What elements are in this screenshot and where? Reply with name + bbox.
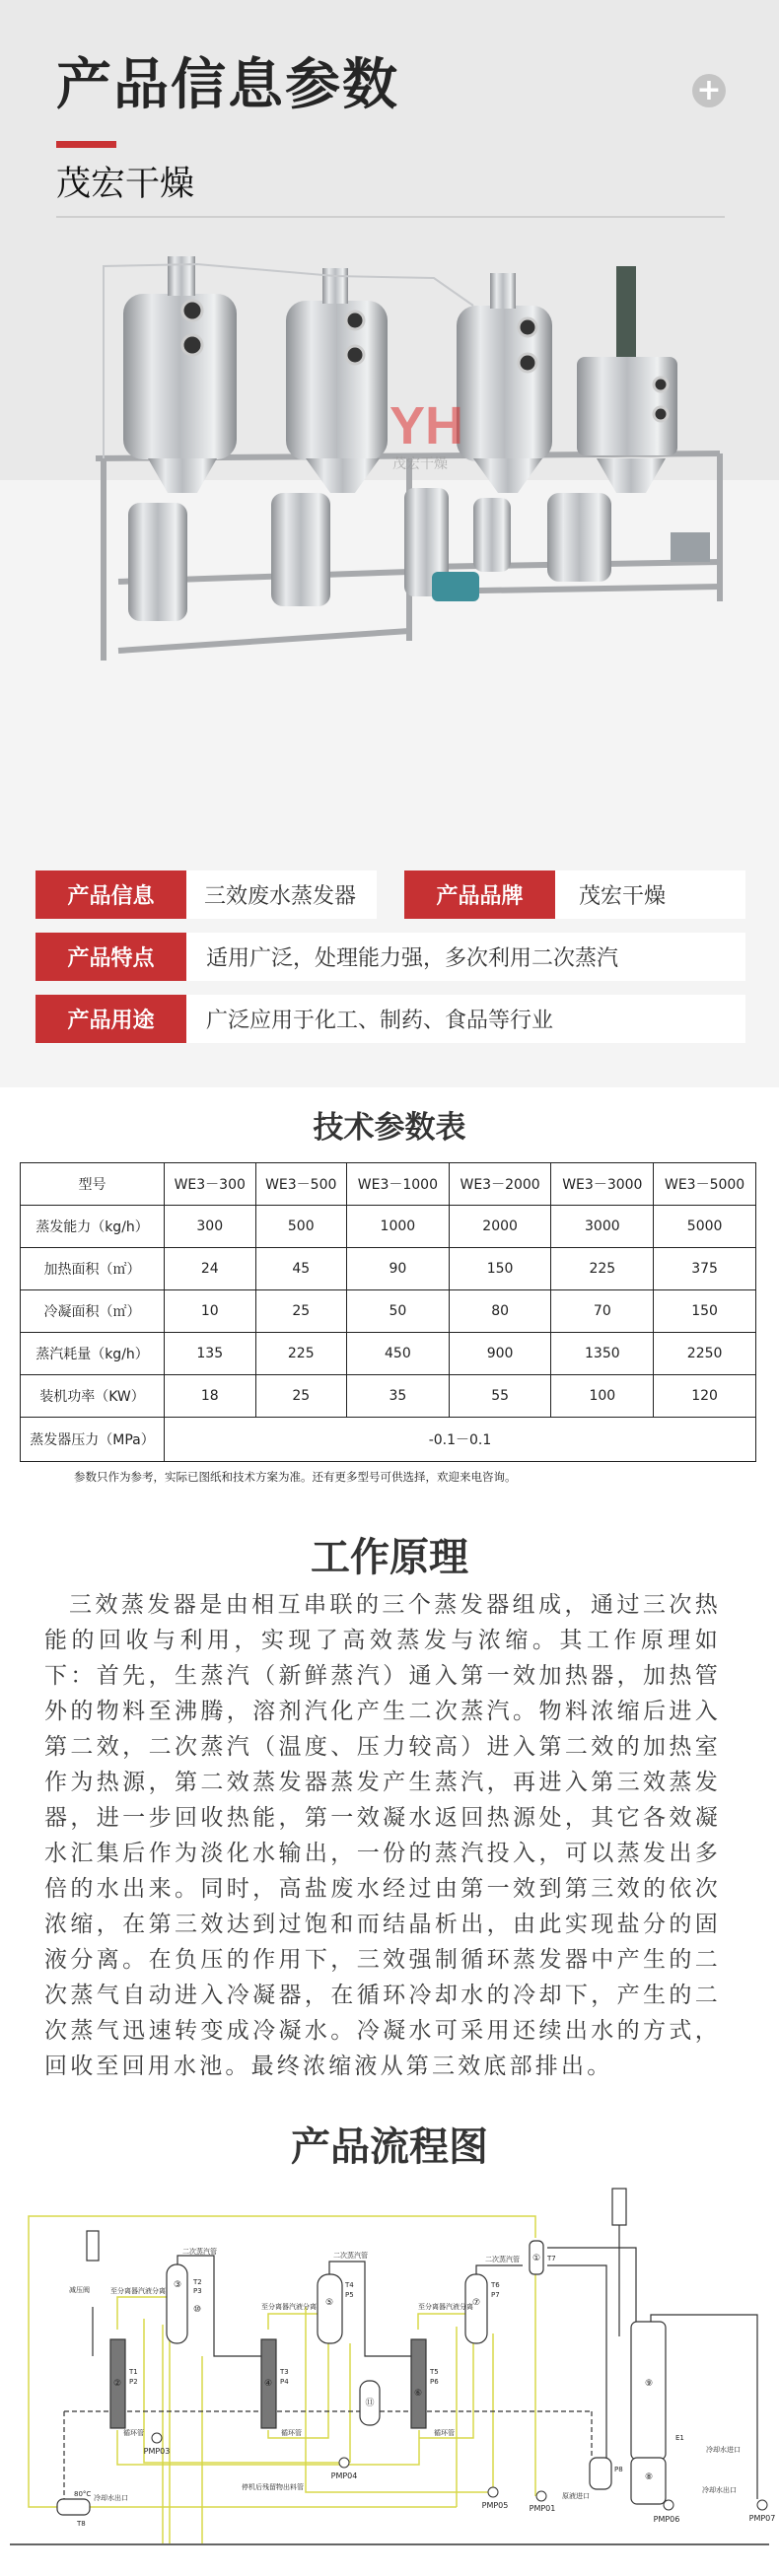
- pump-label: PMP05: [481, 2501, 509, 2510]
- pump-icon: [664, 2500, 673, 2510]
- pump-icon: [536, 2491, 546, 2501]
- table-row: [21, 1206, 756, 1248]
- table-cell: 80: [449, 1290, 551, 1333]
- table-cell: 1000: [347, 1206, 450, 1248]
- label: 循环管: [123, 2429, 144, 2437]
- product-photo: [39, 246, 740, 670]
- vessel-label: ⑧: [644, 2472, 654, 2482]
- table-cell: 24: [165, 1248, 256, 1290]
- table-cell: 装机功率（KW）: [21, 1375, 165, 1418]
- tag: P4: [280, 2378, 289, 2386]
- vessel-label: ⑨: [644, 2379, 654, 2389]
- tag: T1: [129, 2368, 138, 2376]
- tag: P7: [491, 2291, 500, 2299]
- info-label: 产品特点: [35, 933, 186, 981]
- table-cell: 225: [255, 1333, 347, 1375]
- table-cell: 5000: [654, 1206, 756, 1248]
- label: 至分离器汽液分离: [261, 2303, 317, 2311]
- pump-label: PMP06: [653, 2515, 680, 2524]
- spec-title: 技术参数表: [313, 1110, 466, 1146]
- tank-11b: [590, 2458, 611, 2489]
- tag: P8: [614, 2466, 623, 2473]
- vessel-label: ①: [531, 2254, 541, 2263]
- table-cell: WE3－1000: [347, 1163, 450, 1206]
- tag: T2: [193, 2278, 202, 2286]
- label: 减压阀: [69, 2286, 90, 2294]
- tag: T4: [345, 2281, 354, 2289]
- pump-label: PMP03: [143, 2447, 171, 2456]
- brand-subtitle: 茂宏干燥: [56, 165, 195, 204]
- tag: P3: [193, 2287, 202, 2295]
- table-cell: 1350: [551, 1333, 654, 1375]
- pump-labels: [144, 2447, 776, 2524]
- pump-label: PMP04: [330, 2472, 358, 2480]
- table-cell: 225: [551, 1248, 654, 1290]
- vessel-label: ⑪: [365, 2399, 375, 2408]
- watermark-text: 茂宏干燥: [392, 456, 448, 472]
- vessel-label: ⑥: [413, 2389, 423, 2399]
- vessel-label: ④: [263, 2379, 273, 2389]
- pump-icon: [488, 2487, 498, 2497]
- label: 80°C: [74, 2490, 92, 2498]
- vessel-label: ③: [173, 2280, 182, 2290]
- table-cell: 375: [654, 1248, 756, 1290]
- table-cell: WE3－3000: [551, 1163, 654, 1206]
- table-cell: 2250: [654, 1333, 756, 1375]
- table-cell: WE3－300: [165, 1163, 256, 1206]
- info-row-usage: [35, 995, 745, 1043]
- vessel-label: ⑦: [471, 2298, 481, 2308]
- principle-text: 三效蒸发器是由相互串联的三个蒸发器组成，通过三次热能的回收与利用，实现了高效蒸发与浓缩。其工作原理如下：首先，生蒸汽（新鲜蒸汽）通入第一效加热器，加热管外的物料至沸腾，溶剂汽化产生二次蒸汽。物料浓缩后进入第二效，二次蒸汽（温度、压力较高）进入第二效的加热室作为热源，第二效蒸发器蒸发产生蒸汽，再进入第三效蒸发器，进一步回收热能，第一效凝水返回热源处，其它各效凝水汇集后作为淡化水输出，一份的蒸汽投入，可以蒸发出多倍的水出来。同时，高盐废水经过由第一效到第三效的依次浓缩，在第三效达到过饱和而结晶析出，由此实现盐分的固液分离。在负压的作用下，三效强制循环蒸发器中产生的二次蒸气自动进入冷凝器，在循环冷却水的冷却下，产生的二次蒸气迅速转变成冷凝水。冷凝水可采用还续出水的方式，回收至回用水池。最终浓缩液从第三效底部排出。: [44, 1592, 721, 2079]
- cooler: [57, 2499, 90, 2515]
- table-cell: 100: [551, 1375, 654, 1418]
- table-cell: 冷凝面积（㎡）: [21, 1290, 165, 1333]
- pump-label: PMP01: [529, 2504, 556, 2513]
- label: 二次蒸汽管: [333, 2252, 368, 2260]
- vessel-label: ②: [112, 2379, 122, 2389]
- tag: T5: [430, 2368, 439, 2376]
- table-cell: 18: [165, 1375, 256, 1418]
- label: 至分离器汽液分离: [110, 2287, 166, 2295]
- info-value: 适用广泛，处理能力强，多次利用二次蒸汽: [186, 933, 745, 981]
- table-cell: WE3－500: [255, 1163, 347, 1206]
- plus-circle-icon[interactable]: +: [692, 74, 726, 107]
- info-row-brand: [404, 870, 745, 919]
- pump-icon: [152, 2433, 162, 2443]
- table-cell: WE3－5000: [654, 1163, 756, 1206]
- table-cell: 150: [654, 1290, 756, 1333]
- pump-icon: [339, 2458, 349, 2468]
- table-cell: -0.1－0.1: [165, 1418, 756, 1462]
- tag: P5: [345, 2291, 354, 2299]
- spec-table: [20, 1162, 756, 1462]
- table-row: [21, 1375, 756, 1418]
- label: 循环管: [434, 2429, 455, 2437]
- table-cell: 35: [347, 1375, 450, 1418]
- label: 至分离器汽液分离: [418, 2303, 473, 2311]
- table-cell: 25: [255, 1290, 347, 1333]
- label: 停机后残留物出料管: [242, 2483, 304, 2491]
- table-cell: 150: [449, 1248, 551, 1290]
- vessels: [57, 2189, 666, 2515]
- vessel-label: ⑤: [324, 2298, 334, 2308]
- info-label: 产品用途: [35, 995, 186, 1043]
- info-value: 茂宏干燥: [555, 870, 745, 919]
- label: 冷却水出口: [702, 2486, 737, 2494]
- pump-label: PMP07: [748, 2514, 776, 2523]
- table-cell: 3000: [551, 1206, 654, 1248]
- table-cell: 300: [165, 1206, 256, 1248]
- heater-6: [411, 2339, 426, 2428]
- bottom-divider: [10, 2543, 769, 2545]
- vessel-5: [318, 2274, 342, 2343]
- info-value: 三效废水蒸发器: [186, 870, 377, 919]
- table-row: [21, 1290, 756, 1333]
- tag: P2: [129, 2378, 138, 2386]
- table-header-row: [21, 1163, 756, 1206]
- title-accent-bar: [56, 141, 116, 148]
- vessel-3: [167, 2264, 187, 2343]
- table-cell: 2000: [449, 1206, 551, 1248]
- table-row: [21, 1333, 756, 1375]
- principle-title: 工作原理: [311, 1535, 468, 1580]
- info-label: 产品信息: [35, 870, 186, 919]
- table-row-pressure: [21, 1418, 756, 1462]
- tag: T8: [77, 2520, 86, 2528]
- label: 二次蒸汽管: [182, 2248, 217, 2256]
- spec-note: 参数只作为参考，实际已图纸和技术方案为准。还有更多型号可供选择，欢迎来电咨询。: [74, 1470, 517, 1484]
- table-cell: 900: [449, 1333, 551, 1375]
- tag: T7: [547, 2255, 556, 2263]
- table-cell: 加热面积（㎡）: [21, 1248, 165, 1290]
- label: 二次蒸汽管: [485, 2256, 520, 2263]
- table-cell: 蒸发器压力（MPa）: [21, 1418, 165, 1462]
- table-cell: 90: [347, 1248, 450, 1290]
- table-cell: 120: [654, 1375, 756, 1418]
- pump-icon: [757, 2500, 767, 2510]
- tag: P6: [430, 2378, 439, 2386]
- pumps: [152, 2433, 767, 2510]
- vessel-label: ⑩: [192, 2305, 202, 2315]
- table-cell: 45: [255, 1248, 347, 1290]
- table-cell: 70: [551, 1290, 654, 1333]
- tag: T6: [491, 2281, 500, 2289]
- table-cell: 蒸发能力（kg/h）: [21, 1206, 165, 1248]
- info-row-features: [35, 933, 745, 981]
- table-cell: 135: [165, 1333, 256, 1375]
- table-cell: 50: [347, 1290, 450, 1333]
- table-cell: 25: [255, 1375, 347, 1418]
- table-cell: 型号: [21, 1163, 165, 1206]
- table-cell: 蒸汽耗量（kg/h）: [21, 1333, 165, 1375]
- info-label: 产品品牌: [404, 870, 555, 919]
- vent-column: [612, 2189, 626, 2225]
- label: 冷却水进口: [706, 2446, 741, 2454]
- table-row: [21, 1248, 756, 1290]
- watermark-logo: YH: [390, 396, 464, 455]
- info-value: 广泛应用于化工、制药、食品等行业: [186, 995, 745, 1043]
- label: 循环管: [281, 2429, 302, 2437]
- info-row-product: [35, 870, 377, 919]
- flow-diagram: [0, 2149, 779, 2543]
- tag: T3: [280, 2368, 289, 2376]
- page-title: 产品信息参数: [56, 53, 399, 117]
- label: 原液进口: [562, 2492, 590, 2500]
- condenser-9: [631, 2322, 666, 2460]
- tag: E1: [675, 2434, 684, 2442]
- label: 冷却水出口: [94, 2494, 128, 2502]
- table-cell: 55: [449, 1375, 551, 1418]
- table-cell: 450: [347, 1333, 450, 1375]
- steam-inlet: [87, 2231, 99, 2261]
- table-cell: 10: [165, 1290, 256, 1333]
- table-cell: 500: [255, 1206, 347, 1248]
- table-cell: WE3－2000: [449, 1163, 551, 1206]
- flow-title: 产品流程图: [291, 2124, 488, 2170]
- header-divider: [56, 216, 725, 218]
